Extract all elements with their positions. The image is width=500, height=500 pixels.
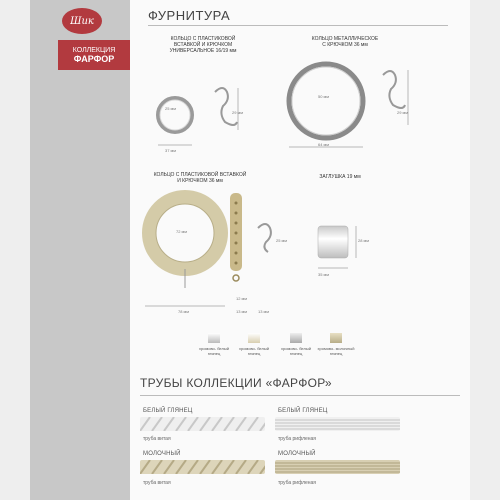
ring-plastic-16-outer: 37 мм xyxy=(165,148,177,153)
badge-line1: КОЛЛЕКЦИЯ xyxy=(72,47,116,54)
brand-logo: Шик xyxy=(62,8,102,34)
swatch-label-2: хромово- белый глянец xyxy=(239,346,269,356)
pipe-fluted-white xyxy=(275,417,400,431)
ring-plastic-36-inner: 72 мм xyxy=(176,229,188,234)
ring-plastic-36-outer: 78 мм xyxy=(178,309,190,314)
ring-plastic-16-drawing xyxy=(140,80,250,155)
ring-plastic-16-height: 29 мм xyxy=(232,110,244,115)
ring-plastic-16-inner: 25 мм xyxy=(165,106,177,111)
ring-metal-36-outer: 64 мм xyxy=(318,142,330,147)
swatch-label-4: хромово- молочный глянец xyxy=(317,346,355,356)
pipe-label-2: БЕЛЫЙ ГЛЯНЕЦ xyxy=(278,408,328,414)
swatch-3 xyxy=(290,333,302,343)
ring-metal-36-inner: 50 мм xyxy=(318,94,330,99)
ring-plastic-36-w3: 13 мм xyxy=(258,309,270,314)
pipe-label-1: БЕЛЫЙ ГЛЯНЕЦ xyxy=(143,408,193,414)
caption-ring-metal-36: КОЛЬЦО МЕТАЛЛИЧЕСКОЕ С КРЮЧКОМ 36 мм xyxy=(311,36,379,48)
pipe-label-4: МОЛОЧНЫЙ xyxy=(278,451,316,457)
caption-ring-plastic-16: КОЛЬЦО С ПЛАСТИКОВОЙ ВСТАВКОЙ И КРЮЧКОМ УНИВЕРСАЛЬНОЕ 16/19 мм xyxy=(169,36,237,54)
pipe-label-3: МОЛОЧНЫЙ xyxy=(143,451,181,457)
swatch-4 xyxy=(330,333,342,343)
swatch-label-3: хромово- белый глянец xyxy=(281,346,311,356)
pipe-caption-1: труба витая xyxy=(143,436,171,442)
swatch-2 xyxy=(248,333,260,343)
caption-plug-19: ЗАГЛУШКА 19 мм xyxy=(319,174,361,180)
pipe-twisted-milky xyxy=(140,460,265,474)
caption-ring-plastic-36: КОЛЬЦО С ПЛАСТИКОВОЙ ВСТАВКОЙ И КРЮЧКОМ 36 мм xyxy=(153,172,247,184)
pipe-caption-4: труба рифленая xyxy=(278,480,317,486)
plug-19-height: 28 мм xyxy=(358,238,370,243)
ring-plastic-36-height: 25 мм xyxy=(276,238,288,243)
ring-plastic-36-w2: 13 мм xyxy=(236,309,248,314)
plug-19-width: 35 мм xyxy=(318,272,330,277)
pipe-caption-3: труба витая xyxy=(143,480,171,486)
pipe-twisted-white xyxy=(140,417,265,431)
ring-plastic-36-drawing xyxy=(140,188,280,318)
sidebar-band xyxy=(30,0,130,500)
swatch-label-1: хромово- белый глянец xyxy=(199,346,229,356)
title-divider xyxy=(148,25,448,26)
ring-metal-36-height: 29 мм xyxy=(397,110,409,115)
swatch-1 xyxy=(208,333,220,343)
pipes-section-title: ТРУБЫ КОЛЛЕКЦИИ «ФАРФОР» xyxy=(140,376,332,390)
collection-badge xyxy=(58,40,130,70)
ring-plastic-36-w1: 12 мм xyxy=(236,296,248,301)
ring-metal-36-drawing xyxy=(278,55,418,155)
pipes-divider xyxy=(140,395,460,396)
pipe-caption-2: труба рифленая xyxy=(278,436,317,442)
page-title: ФУРНИТУРА xyxy=(148,8,231,23)
pipe-fluted-milky xyxy=(275,460,400,474)
badge-line2: ФАРФОР xyxy=(73,54,115,64)
plug-19-drawing xyxy=(310,220,370,280)
